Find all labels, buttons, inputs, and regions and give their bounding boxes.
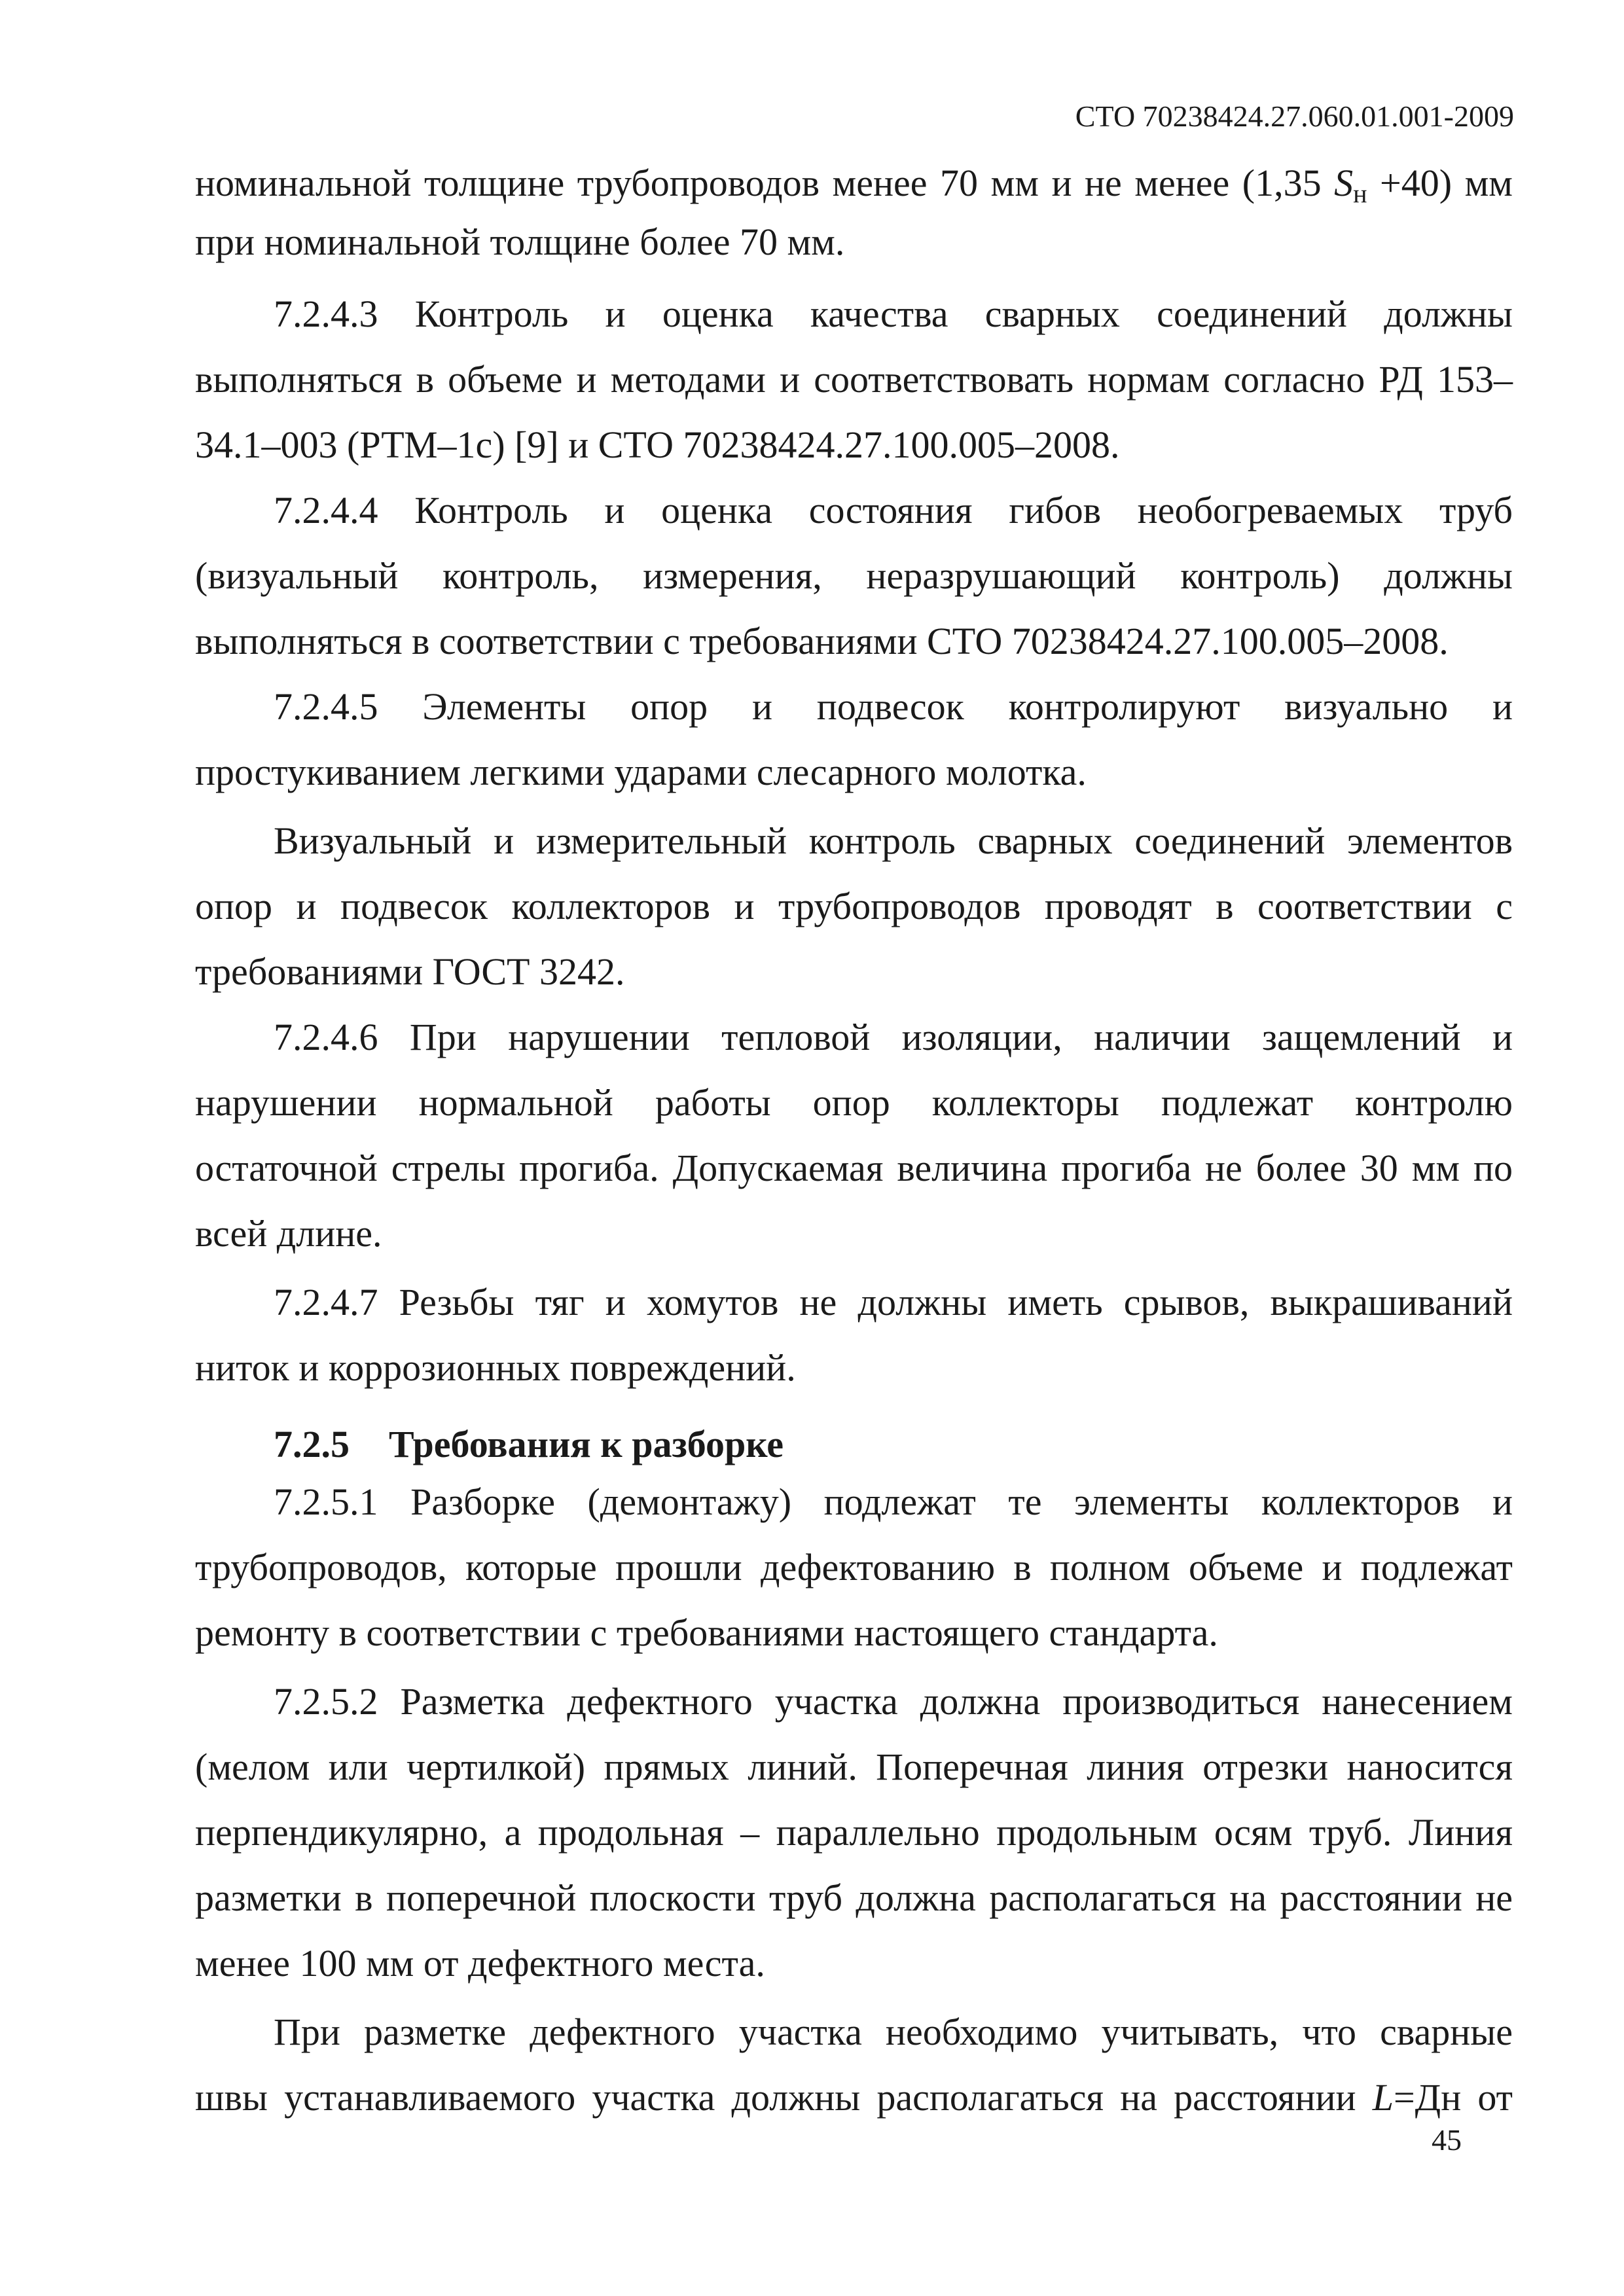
text-line: требованиями ГОСТ 3242. [195,950,625,993]
section-heading-7-2-5 [274,1422,1513,1467]
text-line [195,2075,1513,2121]
paragraph-7-2-4-4: 7.2.4.4 Контроль и оценка состояния гибов необогреваемых труб [274,489,1513,531]
text-fragment: швы устанавливаемого участка должны располагаться на расстоянии [195,2076,1373,2119]
symbol-l: L [1372,2076,1394,2119]
section-number: 7.2.5 [274,1423,350,1465]
text-line: (мелом или чертилкой) прямых линий. Поперечная линия отрезки наносится [195,1746,1513,1788]
paragraph-7-2-4-6: 7.2.4.6 При нарушении тепловой изоляции, наличии защемлений и [274,1016,1513,1058]
section-title: Требования к разборке [389,1423,784,1465]
text-line: ниток и коррозионных повреждений. [195,1346,796,1389]
text-fragment: номинальной толщине трубопроводов менее 70 мм и не менее (1,35 [195,162,1335,204]
text-fragment: =Дн от [1393,2076,1513,2119]
paragraph-7-2-4-7: 7.2.4.7 Резьбы тяг и хомутов не должны иметь срывов, выкрашиваний [274,1281,1513,1323]
text-line: (визуальный контроль, измерения, неразрушающий контроль) должны [195,554,1513,597]
symbol-s: S [1334,162,1354,204]
paragraph-7-2-5-1: 7.2.5.1 Разборке (демонтажу) подлежат те элементы коллекторов и [274,1480,1513,1523]
text-line: опор и подвесок коллекторов и трубопроводов проводят в соответствии с [195,885,1513,927]
text-line: перпендикулярно, а продольная – параллельно продольным осям труб. Линия [195,1811,1513,1854]
page-number: 45 [1432,2123,1462,2157]
paragraph-marking: При разметке дефектного участка необходимо учитывать, что сварные [274,2011,1513,2053]
paragraph-visual-control: Визуальный и измерительный контроль сварных соединений элементов [274,819,1513,862]
text-line: ремонту в соответствии с требованиями настоящего стандарта. [195,1611,1218,1654]
text-line: выполняться в соответствии с требованиями СТО 70238424.27.100.005–2008. [195,620,1449,662]
text-line: менее 100 мм от дефектного места. [195,1942,765,1984]
paragraph-7-2-5-2: 7.2.5.2 Разметка дефектного участка должна производиться нанесением [274,1680,1513,1723]
text-line [195,160,1513,217]
text-fragment: +40) мм [1367,162,1513,204]
text-line: нарушении нормальной работы опор коллекторы подлежат контролю [195,1081,1513,1124]
text-line: разметки в поперечной плоскости труб должна располагаться на расстоянии не [195,1876,1513,1919]
text-line: выполняться в объеме и методами и соответствовать нормам согласно РД 153– [195,358,1513,401]
text-line: при номинальной толщине более 70 мм. [195,221,845,263]
paragraph-7-2-4-5: 7.2.4.5 Элементы опор и подвесок контролируют визуально и [274,685,1513,728]
paragraph-7-2-4-3: 7.2.4.3 Контроль и оценка качества сварных соединений должны [274,293,1513,335]
text-line: остаточной стрелы прогиба. Допускаемая величина прогиба не более 30 мм по [195,1147,1513,1189]
text-line: трубопроводов, которые прошли дефектованию в полном объеме и подлежат [195,1546,1513,1588]
text-line: 34.1–003 (РТМ–1с) [9] и СТО 70238424.27.100.005–2008. [195,423,1120,466]
document-code-header: СТО 70238424.27.060.01.001-2009 [1075,99,1514,133]
subscript: н [1353,179,1367,208]
text-line: всей длине. [195,1212,382,1255]
text-line: простукиванием легкими ударами слесарного молотка. [195,751,1087,793]
